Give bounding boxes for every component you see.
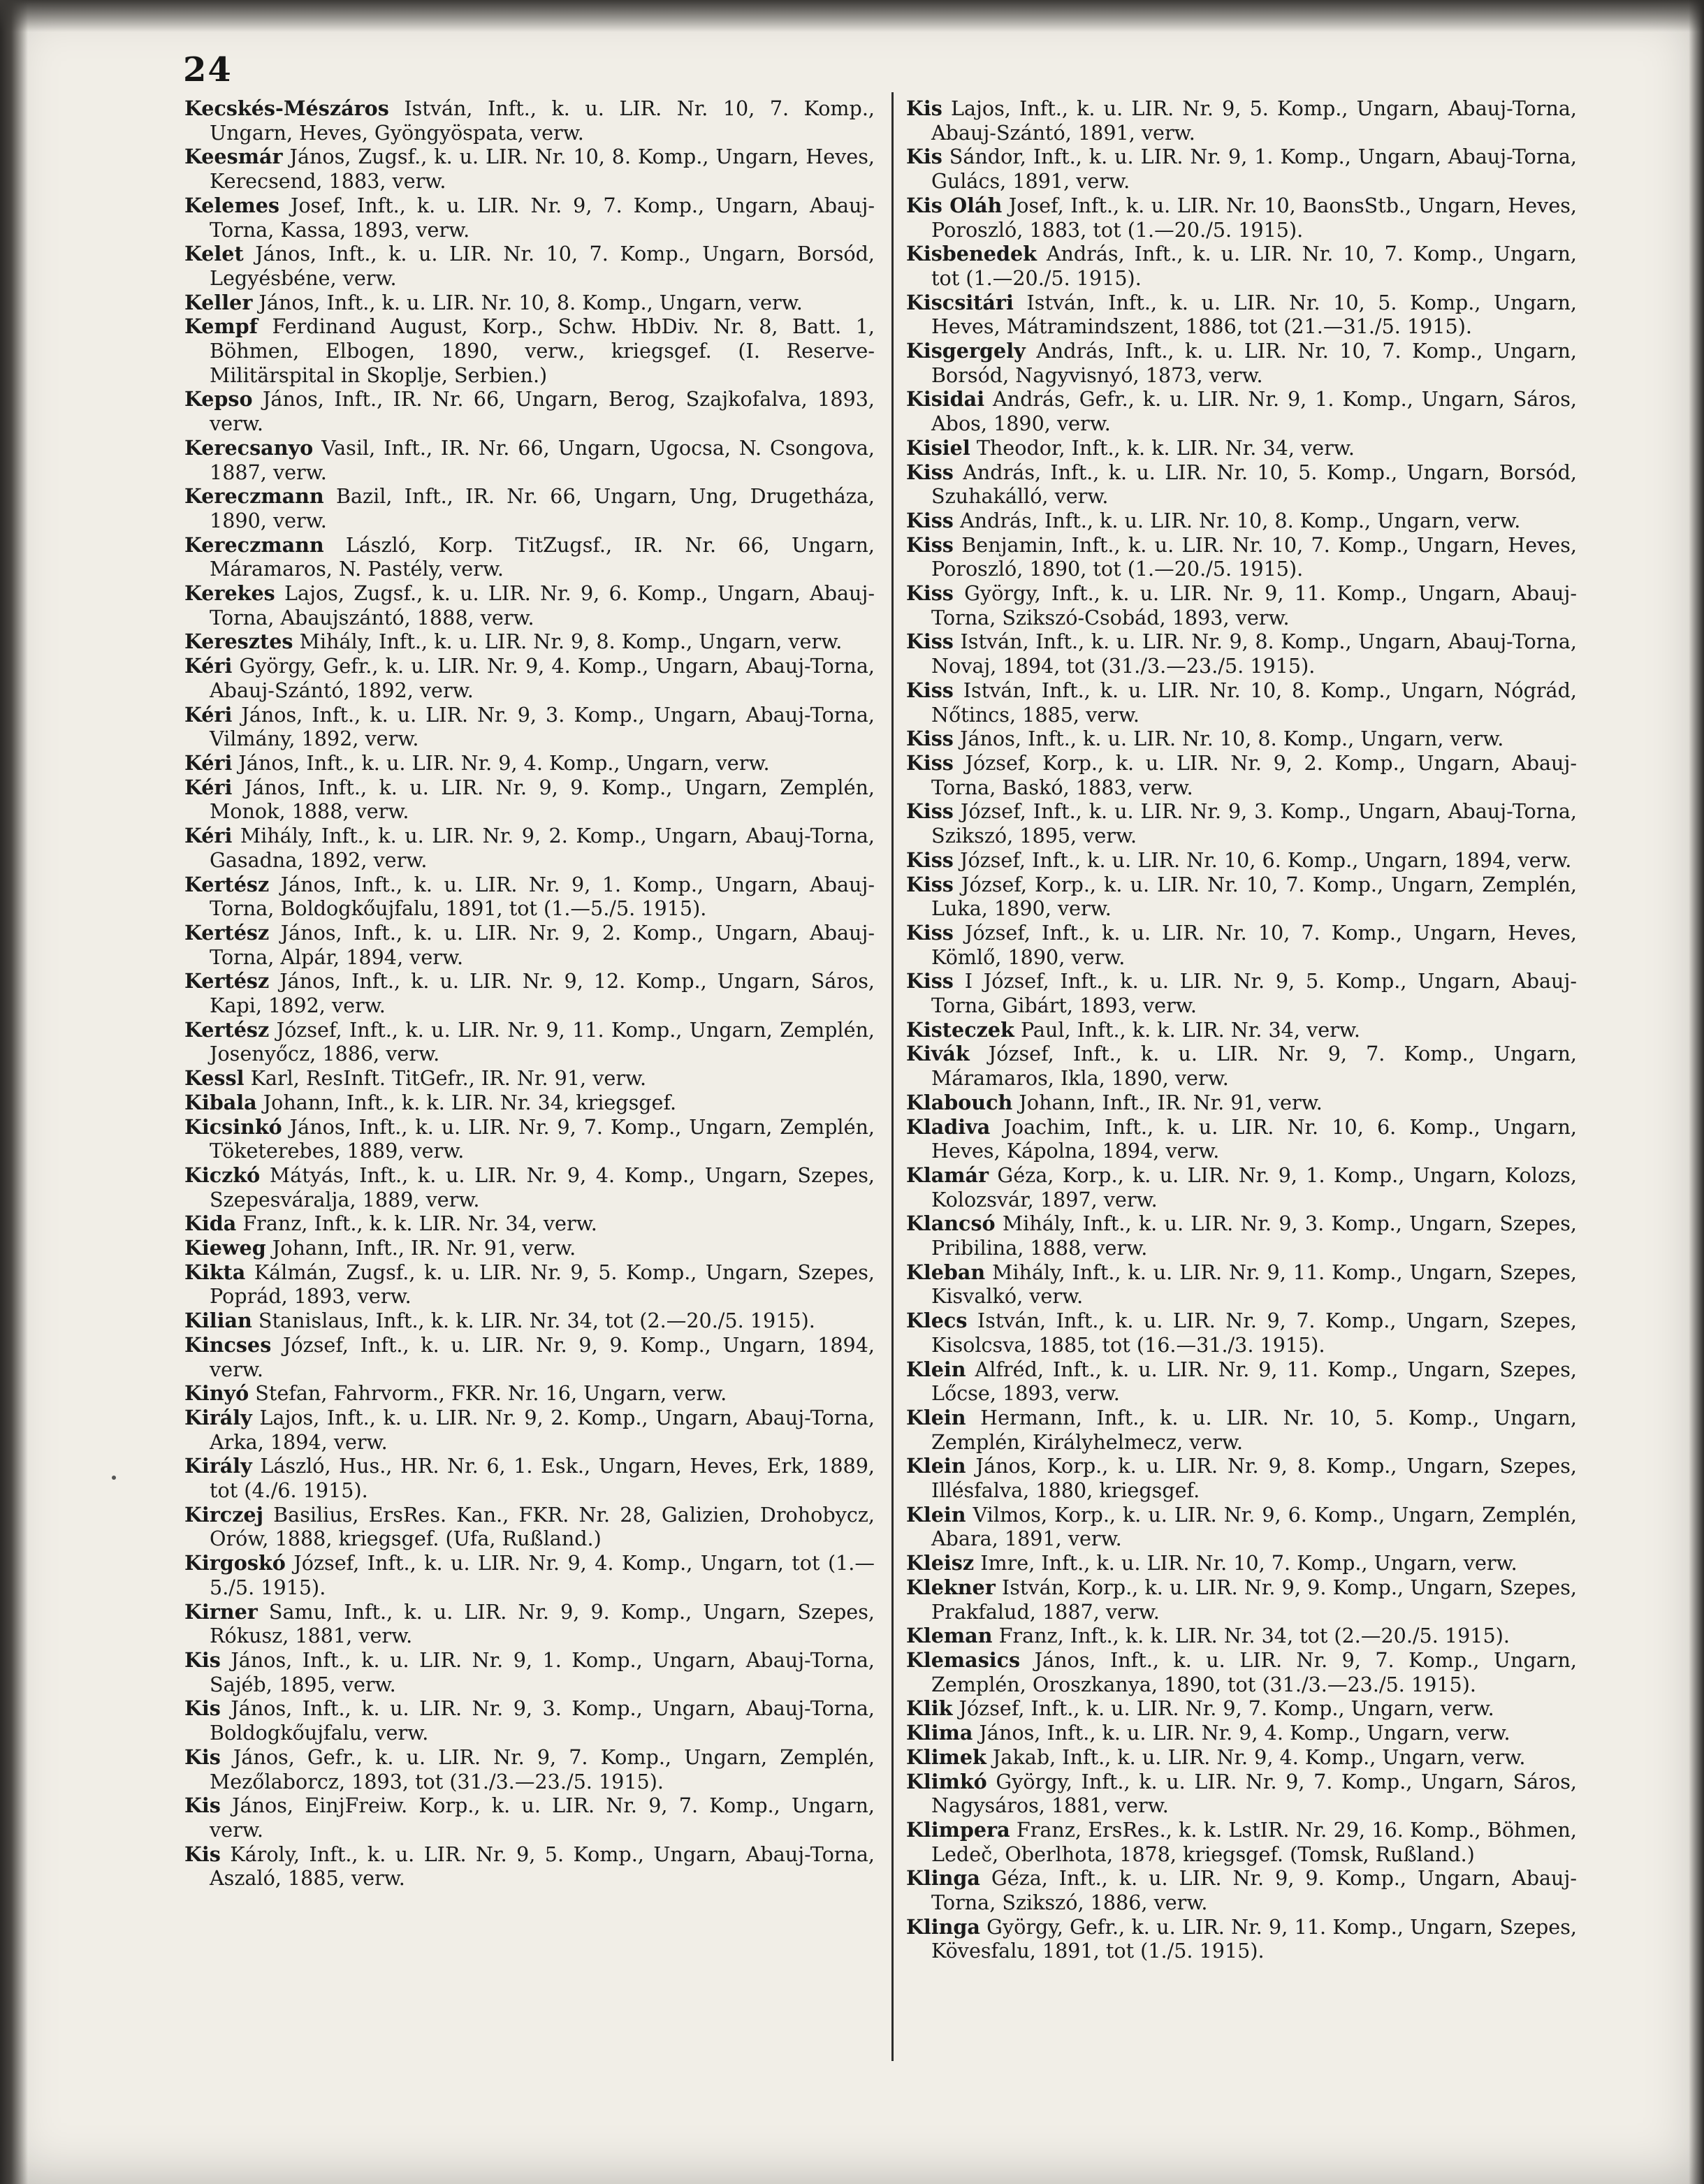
- list-entry: [906, 1770, 1577, 1818]
- list-entry: [184, 291, 875, 315]
- entry-details: János, Inft., k. u. LIR. Nr. 10, 7. Komp., Ungarn, Borsód, Legyésbéne, verw.: [210, 242, 875, 290]
- entry-details: János, Inft., k. u. LIR. Nr. 9, 9. Komp., Ungarn, Zemplén, Monok, 1888, verw.: [210, 775, 875, 824]
- entry-details: Mihály, Inft., k. u. LIR. Nr. 9, 2. Komp., Ungarn, Abauj-Torna, Gasadna, 1892, verw.: [210, 824, 875, 872]
- list-entry: [906, 1454, 1577, 1502]
- list-entry: [184, 1696, 875, 1745]
- entry-surname: Kecskés-Mészáros: [184, 96, 389, 120]
- entry-surname: Keller: [184, 290, 253, 314]
- list-entry: [184, 1745, 875, 1793]
- list-entry: [906, 1866, 1577, 1914]
- list-entry: [184, 1551, 875, 1599]
- entry-surname: Klein: [906, 1357, 966, 1381]
- entry-details: József, Inft., k. u. LIR. Nr. 9, 4. Komp., Ungarn, tot (1.—5./5. 1915).: [210, 1551, 875, 1599]
- entry-surname: Kempf: [184, 314, 258, 339]
- entry-surname: Kisidai: [906, 387, 985, 412]
- entry-details: András, Inft., k. u. LIR. Nr. 10, 7. Komp., Ungarn, Borsód, Nagyvisnyó, 1873, verw.: [931, 339, 1577, 387]
- entry-details: Johann, Inft., IR. Nr. 91, verw.: [1012, 1090, 1323, 1114]
- list-entry: [184, 824, 875, 872]
- entry-details: István, Inft., k. u. LIR. Nr. 10, 8. Komp., Ungarn, Nógrád, Nőtincs, 1885, verw.: [931, 678, 1577, 727]
- entry-details: Josef, Inft., k. u. LIR. Nr. 10, BaonsStb., Ungarn, Heves, Poroszló, 1883, tot (1.—20./5. 1915).: [931, 193, 1577, 242]
- entry-details: András, Inft., k. u. LIR. Nr. 10, 5. Komp., Ungarn, Borsód, Szuhakálló, verw.: [931, 460, 1577, 509]
- entry-surname: Kéri: [184, 824, 233, 848]
- entry-surname: Kisbenedek: [906, 242, 1037, 266]
- entry-details: Mihály, Inft., k. u. LIR. Nr. 9, 11. Komp., Ungarn, Szepes, Kisvalkó, verw.: [931, 1260, 1577, 1309]
- entry-surname: Kelet: [184, 242, 244, 266]
- list-entry: [184, 194, 875, 242]
- entry-surname: Kis: [184, 1745, 221, 1769]
- entry-details: András, Gefr., k. u. LIR. Nr. 9, 1. Komp., Ungarn, Sáros, Abos, 1890, verw.: [931, 387, 1577, 436]
- entry-surname: Klabouch: [906, 1090, 1013, 1114]
- entry-details: Franz, Inft., k. k. LIR. Nr. 34, tot (2.—20./5. 1915).: [992, 1624, 1510, 1648]
- entry-details: József, Inft., k. u. LIR. Nr. 9, 11. Komp., Ungarn, Zemplén, Josenyőcz, 1886, verw.: [210, 1017, 875, 1066]
- entry-surname: Klimkó: [906, 1769, 987, 1793]
- entry-details: István, Inft., k. u. LIR. Nr. 10, 7. Komp., Ungarn, Heves, Gyöngyöspata, verw.: [210, 96, 875, 145]
- entry-details: György, Gefr., k. u. LIR. Nr. 9, 4. Komp., Ungarn, Abauj-Torna, Abauj-Szántó, 1892, verw.: [210, 654, 875, 702]
- list-entry: [184, 436, 875, 484]
- list-entry: [184, 96, 875, 145]
- list-entry: [906, 969, 1577, 1017]
- list-entry: [906, 1648, 1577, 1696]
- entry-details: István, Korp., k. u. LIR. Nr. 9, 9. Komp., Ungarn, Szepes, Prakfalud, 1887, verw.: [931, 1575, 1577, 1624]
- list-entry: [906, 629, 1577, 678]
- entry-surname: Klein: [906, 1502, 966, 1527]
- entry-details: Stefan, Fahrvorm., FKR. Nr. 16, Ungarn, verw.: [249, 1381, 727, 1406]
- entry-surname: Kirner: [184, 1599, 258, 1624]
- list-entry: [184, 873, 875, 921]
- entry-details: István, Inft., k. u. LIR. Nr. 9, 7. Komp., Ungarn, Szepes, Kisolcsva, 1885, tot (16.—31./3. 1915).: [931, 1309, 1577, 1357]
- entry-surname: Kiss: [906, 460, 954, 484]
- list-entry: [906, 1503, 1577, 1551]
- entry-surname: Kisgergely: [906, 339, 1026, 363]
- entry-surname: Kieweg: [184, 1236, 266, 1260]
- entry-surname: Kisiel: [906, 435, 970, 460]
- entry-surname: Kiss: [906, 629, 954, 654]
- entry-surname: Kis: [184, 1648, 221, 1672]
- entry-surname: Klinga: [906, 1866, 980, 1891]
- page-edge-shadow-top: [0, 0, 1704, 32]
- entry-details: Alfréd, Inft., k. u. LIR. Nr. 9, 11. Komp., Ungarn, Szepes, Lőcse, 1893, verw.: [931, 1357, 1577, 1406]
- entry-surname: Kertész: [184, 920, 270, 945]
- entry-details: Mihály, Inft., k. u. LIR. Nr. 9, 3. Komp., Ungarn, Szepes, Pribilina, 1888, verw.: [931, 1211, 1577, 1260]
- list-entry: [184, 1236, 875, 1260]
- list-entry: [184, 387, 875, 435]
- entry-surname: Kiss: [906, 581, 954, 606]
- list-entry: [906, 1309, 1577, 1357]
- column-divider: [891, 92, 894, 2061]
- list-entry: [906, 873, 1577, 921]
- entry-details: Vilmos, Korp., k. u. LIR. Nr. 9, 6. Komp., Ungarn, Zemplén, Abara, 1891, verw.: [931, 1502, 1577, 1551]
- list-entry: [184, 1163, 875, 1211]
- list-entry: [906, 145, 1577, 193]
- entry-surname: Kibala: [184, 1090, 257, 1114]
- entry-surname: Klemasics: [906, 1648, 1021, 1672]
- entry-details: Ferdinand August, Korp., Schw. HbDiv. Nr. 8, Batt. 1, Böhmen, Elbogen, 1890, verw., kriegsgef. (I. Reserve-Militärspital in Skoplje, Serbien.): [210, 314, 875, 387]
- entry-details: János, Inft., k. u. LIR. Nr. 9, 1. Komp., Ungarn, Abauj-Torna, Boldogkőujfalu, 1891, tot (1.—5./5. 1915).: [210, 872, 875, 921]
- entry-details: Paul, Inft., k. k. LIR. Nr. 34, verw.: [1014, 1017, 1360, 1042]
- entry-surname: Kleban: [906, 1260, 986, 1284]
- list-entry: [906, 727, 1577, 751]
- entry-details: György, Inft., k. u. LIR. Nr. 9, 11. Komp., Ungarn, Abauj-Torna, Szikszó-Csobád, 1893, verw.: [931, 581, 1577, 629]
- page-edge-shadow-right: [1689, 0, 1704, 2184]
- entry-surname: Kereczmann: [184, 532, 324, 557]
- entry-details: József, Inft., k. u. LIR. Nr. 9, 7. Komp., Ungarn, Máramaros, Ikla, 1890, verw.: [931, 1042, 1577, 1091]
- entry-details: Géza, Korp., k. u. LIR. Nr. 9, 1. Komp., Ungarn, Kolozs, Kolozsvár, 1897, verw.: [931, 1163, 1577, 1211]
- entry-surname: Kivák: [906, 1042, 970, 1066]
- entry-details: Kálmán, Zugsf., k. u. LIR. Nr. 9, 5. Komp., Ungarn, Szepes, Poprád, 1893, verw.: [210, 1260, 875, 1309]
- list-entry: [906, 1115, 1577, 1163]
- entry-surname: Kincses: [184, 1332, 272, 1357]
- entry-details: János, Inft., k. u. LIR. Nr. 9, 2. Komp., Ungarn, Abauj-Torna, Alpár, 1894, verw.: [210, 920, 875, 969]
- list-entry: [184, 654, 875, 702]
- list-entry: [184, 1381, 875, 1406]
- left-column: [184, 96, 875, 1891]
- entry-details: Imre, Inft., k. u. LIR. Nr. 10, 7. Komp., Ungarn, verw.: [974, 1551, 1517, 1575]
- list-entry: [906, 1624, 1577, 1648]
- entry-details: József, Korp., k. u. LIR. Nr. 10, 7. Komp., Ungarn, Zemplén, Luka, 1890, verw.: [931, 872, 1577, 921]
- entry-details: Lajos, Inft., k. u. LIR. Nr. 9, 2. Komp., Ungarn, Abauj-Torna, Arka, 1894, verw.: [210, 1405, 875, 1454]
- entry-details: András, Inft., k. u. LIR. Nr. 10, 8. Komp., Ungarn, verw.: [953, 508, 1521, 532]
- entry-details: János, Inft., k. u. LIR. Nr. 9, 7. Komp., Ungarn, Zemplén, Oroszkanya, 1890, tot (31./3.—23./5. 1915).: [931, 1648, 1577, 1696]
- list-entry: [906, 799, 1577, 847]
- list-entry: [906, 1406, 1577, 1454]
- entry-details: Basilius, ErsRes. Kan., FKR. Nr. 28, Galizien, Drohobycz, Orów, 1888, kriegsgef. (Ufa, Rußland.): [210, 1502, 875, 1551]
- list-entry: [906, 242, 1577, 290]
- entry-surname: Klimek: [906, 1745, 986, 1769]
- entry-surname: Kéri: [184, 775, 233, 799]
- entry-details: János, Korp., k. u. LIR. Nr. 9, 8. Komp., Ungarn, Szepes, Illésfalva, 1880, kriegsgef.: [931, 1454, 1577, 1503]
- entry-details: András, Inft., k. u. LIR. Nr. 10, 7. Komp., Ungarn, tot (1.—20./5. 1915).: [931, 242, 1577, 290]
- entry-surname: Kiss: [906, 532, 954, 557]
- list-entry: [906, 533, 1577, 581]
- entry-surname: Kirczej: [184, 1502, 263, 1527]
- entry-surname: Kereczmann: [184, 484, 324, 509]
- entry-surname: Kiss: [906, 508, 954, 532]
- list-entry: [906, 387, 1577, 435]
- entry-details: Mátyás, Inft., k. u. LIR. Nr. 9, 4. Komp., Ungarn, Szepes, Szepesváralja, 1889, verw.: [210, 1163, 875, 1211]
- list-entry: [184, 484, 875, 532]
- list-entry: [906, 1042, 1577, 1090]
- entry-surname: Kis: [906, 96, 942, 120]
- entry-surname: Kiss: [906, 969, 954, 993]
- entry-details: Karl, ResInft. TitGefr., IR. Nr. 91, verw.: [244, 1066, 647, 1091]
- list-entry: [906, 1915, 1577, 1963]
- entry-details: Stanislaus, Inft., k. k. LIR. Nr. 34, tot (2.—20./5. 1915).: [252, 1309, 815, 1333]
- entry-surname: Király: [184, 1405, 252, 1429]
- entry-details: János, Inft., k. u. LIR. Nr. 9, 4. Komp., Ungarn, verw.: [232, 750, 770, 775]
- entry-details: János, Inft., k. u. LIR. Nr. 9, 3. Komp., Ungarn, Abauj-Torna, Boldogkőujfalu, verw.: [210, 1696, 875, 1745]
- entry-surname: Klik: [906, 1696, 953, 1721]
- list-entry: [184, 145, 875, 193]
- list-entry: [906, 751, 1577, 799]
- entry-details: Bazil, Inft., IR. Nr. 66, Ungarn, Ung, Drugetháza, 1890, verw.: [210, 484, 875, 532]
- entry-details: János, EinjFreiw. Korp., k. u. LIR. Nr. 9, 7. Komp., Ungarn, verw.: [210, 1793, 875, 1842]
- entry-surname: Kiss: [906, 847, 954, 872]
- entry-details: I József, Inft., k. u. LIR. Nr. 9, 5. Komp., Ungarn, Abauj-Torna, Gibárt, 1893, verw.: [931, 969, 1577, 1018]
- list-entry: [184, 1600, 875, 1648]
- entry-details: Vasil, Inft., IR. Nr. 66, Ungarn, Ugocsa, N. Csongova, 1887, verw.: [210, 435, 875, 484]
- entry-surname: Kicsinkó: [184, 1114, 282, 1139]
- entry-surname: Kiczkó: [184, 1163, 261, 1187]
- entry-surname: Kirgoskó: [184, 1551, 286, 1575]
- entry-surname: Klekner: [906, 1575, 996, 1599]
- list-entry: [906, 581, 1577, 629]
- entry-details: János, Gefr., k. u. LIR. Nr. 9, 7. Komp., Ungarn, Zemplén, Mezőlaborcz, 1893, tot (31./3.—23./5. 1915).: [210, 1745, 875, 1793]
- entry-surname: Kinyó: [184, 1381, 249, 1406]
- list-entry: [184, 1503, 875, 1551]
- entry-details: Lajos, Inft., k. u. LIR. Nr. 9, 5. Komp., Ungarn, Abauj-Torna, Abauj-Szántó, 1891, verw.: [931, 96, 1577, 145]
- list-entry: [184, 1793, 875, 1842]
- entry-surname: Keesmár: [184, 145, 283, 169]
- entry-details: József, Inft., k. u. LIR. Nr. 9, 7. Komp., Ungarn, verw.: [952, 1696, 1494, 1721]
- entry-surname: Kis: [184, 1793, 221, 1818]
- ink-speck: [112, 1476, 116, 1480]
- list-entry: [906, 460, 1577, 509]
- entry-surname: Kladiva: [906, 1114, 991, 1139]
- entry-details: József, Inft., k. u. LIR. Nr. 9, 3. Komp., Ungarn, Abauj-Torna, Szikszó, 1895, verw.: [931, 799, 1577, 848]
- list-entry: [906, 509, 1577, 533]
- list-entry: [906, 1357, 1577, 1406]
- list-entry: [184, 1211, 875, 1236]
- entry-details: Josef, Inft., k. u. LIR. Nr. 9, 7. Komp., Ungarn, Abauj-Torna, Kassa, 1893, verw.: [210, 193, 875, 242]
- list-entry: [906, 1575, 1577, 1624]
- entry-details: Johann, Inft., IR. Nr. 91, verw.: [265, 1236, 576, 1260]
- list-entry: [906, 1091, 1577, 1115]
- entry-details: Franz, Inft., k. k. LIR. Nr. 34, verw.: [236, 1211, 597, 1236]
- list-entry: [906, 848, 1577, 873]
- entry-details: József, Inft., k. u. LIR. Nr. 10, 7. Komp., Ungarn, Heves, Kömlő, 1890, verw.: [931, 920, 1577, 969]
- entry-surname: Klamár: [906, 1163, 989, 1187]
- entry-details: László, Hus., HR. Nr. 6, 1. Esk., Ungarn, Heves, Erk, 1889, tot (4./6. 1915).: [210, 1454, 875, 1503]
- entry-surname: Kiss: [906, 799, 954, 824]
- list-entry: [906, 1551, 1577, 1575]
- entry-details: János, Inft., k. u. LIR. Nr. 9, 3. Komp., Ungarn, Abauj-Torna, Vilmány, 1892, verw.: [210, 702, 875, 751]
- entry-details: István, Inft., k. u. LIR. Nr. 10, 5. Komp., Ungarn, Heves, Mátramindszent, 1886, tot (21.—31./5. 1915).: [931, 290, 1577, 339]
- list-entry: [184, 533, 875, 581]
- entry-details: Samu, Inft., k. u. LIR. Nr. 9, 9. Komp., Ungarn, Szepes, Rókusz, 1881, verw.: [210, 1599, 875, 1648]
- list-entry: [184, 751, 875, 776]
- entry-surname: Kelemes: [184, 193, 280, 217]
- entry-surname: Kessl: [184, 1066, 245, 1091]
- entry-surname: Kéri: [184, 702, 233, 727]
- list-entry: [906, 1696, 1577, 1721]
- entry-surname: Kiscsitári: [906, 290, 1014, 314]
- entry-surname: Király: [184, 1454, 252, 1478]
- page-edge-shadow-left: [0, 0, 28, 2184]
- list-entry: [906, 1745, 1577, 1770]
- entry-surname: Kisteczek: [906, 1017, 1014, 1042]
- entry-surname: Kida: [184, 1211, 237, 1236]
- entry-surname: Kéri: [184, 750, 233, 775]
- entry-surname: Kerecsanyo: [184, 435, 314, 460]
- list-entry: [184, 629, 875, 654]
- list-entry: [906, 1163, 1577, 1211]
- entry-surname: Klancsó: [906, 1211, 996, 1236]
- entry-surname: Keresztes: [184, 629, 293, 654]
- entry-surname: Kilian: [184, 1309, 252, 1333]
- entry-surname: Kiss: [906, 727, 954, 751]
- right-column: [906, 96, 1577, 1963]
- entry-surname: Kepso: [184, 387, 253, 412]
- list-entry: [906, 436, 1577, 460]
- list-entry: [906, 678, 1577, 727]
- list-entry: [906, 291, 1577, 339]
- list-entry: [906, 1018, 1577, 1042]
- entry-details: György, Inft., k. u. LIR. Nr. 9, 7. Komp., Ungarn, Sáros, Nagysáros, 1881, verw.: [931, 1769, 1577, 1818]
- entry-surname: Klein: [906, 1405, 966, 1429]
- list-entry: [184, 1309, 875, 1333]
- entry-details: György, Gefr., k. u. LIR. Nr. 9, 11. Komp., Ungarn, Szepes, Kövesfalu, 1891, tot (1./5. 1915).: [931, 1914, 1577, 1963]
- entry-details: Theodor, Inft., k. k. LIR. Nr. 34, verw.: [970, 435, 1355, 460]
- list-entry: [184, 1018, 875, 1066]
- entry-surname: Kiss: [906, 920, 954, 945]
- entry-surname: Kiss: [906, 678, 954, 702]
- entry-surname: Klein: [906, 1454, 966, 1478]
- entry-surname: Kleman: [906, 1624, 993, 1648]
- list-entry: [184, 314, 875, 387]
- list-entry: [184, 1260, 875, 1309]
- list-entry: [184, 1406, 875, 1454]
- entry-details: József, Korp., k. u. LIR. Nr. 9, 2. Komp., Ungarn, Abauj-Torna, Baskó, 1883, verw.: [931, 750, 1577, 799]
- list-entry: [906, 1211, 1577, 1260]
- list-entry: [184, 581, 875, 629]
- entry-surname: Kis: [906, 145, 942, 169]
- entry-surname: Kiss: [906, 750, 954, 775]
- list-entry: [906, 339, 1577, 387]
- entry-surname: Kis: [184, 1696, 221, 1721]
- entry-surname: Klecs: [906, 1309, 968, 1333]
- entry-surname: Kerekes: [184, 581, 275, 606]
- entry-surname: Klimpera: [906, 1817, 1010, 1842]
- entry-details: József, Inft., k. u. LIR. Nr. 9, 9. Komp., Ungarn, 1894, verw.: [210, 1332, 875, 1381]
- list-entry: [184, 1648, 875, 1696]
- entry-details: János, Inft., k. u. LIR. Nr. 9, 1. Komp., Ungarn, Abauj-Torna, Sajéb, 1895, verw.: [210, 1648, 875, 1696]
- entry-surname: Kéri: [184, 654, 233, 678]
- entry-surname: Kertész: [184, 969, 270, 993]
- entry-details: János, Inft., k. u. LIR. Nr. 10, 8. Komp., Ungarn, verw.: [252, 290, 803, 314]
- entry-surname: Kleisz: [906, 1551, 975, 1575]
- entry-surname: Kertész: [184, 1017, 270, 1042]
- entry-details: Hermann, Inft., k. u. LIR. Nr. 10, 5. Komp., Ungarn, Zemplén, Királyhelmecz, verw.: [931, 1405, 1577, 1454]
- list-entry: [184, 1091, 875, 1115]
- entry-surname: Kis: [184, 1842, 221, 1866]
- entry-details: Benjamin, Inft., k. u. LIR. Nr. 10, 7. Komp., Ungarn, Heves, Poroszló, 1890, tot (1.—20./5. 1915).: [931, 532, 1577, 581]
- entry-surname: Kis Oláh: [906, 193, 1003, 217]
- entry-details: Jakab, Inft., k. u. LIR. Nr. 9, 4. Komp., Ungarn, verw.: [986, 1745, 1526, 1769]
- list-entry: [184, 969, 875, 1017]
- entry-surname: Klinga: [906, 1914, 980, 1939]
- entry-details: Géza, Inft., k. u. LIR. Nr. 9, 9. Komp., Ungarn, Abauj-Torna, Szikszó, 1886, verw.: [931, 1866, 1577, 1915]
- entry-details: Franz, ErsRes., k. k. LstIR. Nr. 29, 16. Komp., Böhmen, Ledeč, Oberlhota, 1878, kriegsgef. (Tomsk, Rußland.): [931, 1817, 1577, 1866]
- entry-details: János, Inft., k. u. LIR. Nr. 9, 12. Komp., Ungarn, Sáros, Kapi, 1892, verw.: [210, 969, 875, 1018]
- list-entry: [184, 776, 875, 824]
- list-entry: [184, 1066, 875, 1091]
- list-entry: [906, 1818, 1577, 1866]
- entry-details: János, Zugsf., k. u. LIR. Nr. 10, 8. Komp., Ungarn, Heves, Kerecsend, 1883, verw.: [210, 145, 875, 194]
- entry-surname: Kiss: [906, 872, 954, 896]
- entry-details: Mihály, Inft., k. u. LIR. Nr. 9, 8. Komp., Ungarn, verw.: [293, 629, 843, 654]
- entry-details: János, Inft., k. u. LIR. Nr. 10, 8. Komp., Ungarn, verw.: [953, 727, 1504, 751]
- list-entry: [184, 1842, 875, 1891]
- list-entry: [184, 921, 875, 969]
- entry-details: János, Inft., IR. Nr. 66, Ungarn, Berog, Szajkofalva, 1893, verw.: [210, 387, 875, 436]
- list-entry: [906, 1721, 1577, 1745]
- entry-details: József, Inft., k. u. LIR. Nr. 10, 6. Komp., Ungarn, 1894, verw.: [953, 847, 1572, 872]
- entry-details: Károly, Inft., k. u. LIR. Nr. 9, 5. Komp., Ungarn, Abauj-Torna, Aszaló, 1885, verw.: [210, 1842, 875, 1891]
- entry-details: István, Inft., k. u. LIR. Nr. 9, 8. Komp., Ungarn, Abauj-Torna, Novaj, 1894, tot (31./3.—23./5. 1915).: [931, 629, 1577, 678]
- list-entry: [184, 1454, 875, 1502]
- list-entry: [906, 194, 1577, 242]
- list-entry: [906, 96, 1577, 145]
- entry-details: Johann, Inft., k. k. LIR. Nr. 34, kriegsgef.: [256, 1090, 677, 1114]
- list-entry: [906, 921, 1577, 969]
- entry-details: János, Inft., k. u. LIR. Nr. 9, 7. Komp., Ungarn, Zemplén, Töketerebes, 1889, verw.: [210, 1114, 875, 1163]
- page-number: 24: [183, 50, 233, 89]
- entry-details: László, Korp. TitZugsf., IR. Nr. 66, Ungarn, Máramaros, N. Pastély, verw.: [210, 532, 875, 581]
- list-entry: [184, 242, 875, 290]
- entry-details: Joachim, Inft., k. u. LIR. Nr. 10, 6. Komp., Ungarn, Heves, Kápolna, 1894, verw.: [931, 1114, 1577, 1163]
- entry-details: János, Inft., k. u. LIR. Nr. 9, 4. Komp., Ungarn, verw.: [973, 1721, 1510, 1745]
- entry-surname: Kertész: [184, 872, 270, 896]
- entry-details: Lajos, Zugsf., k. u. LIR. Nr. 9, 6. Komp., Ungarn, Abauj-Torna, Abaujszántó, 1888, verw.: [210, 581, 875, 629]
- entry-details: Sándor, Inft., k. u. LIR. Nr. 9, 1. Komp., Ungarn, Abauj-Torna, Gulács, 1891, verw.: [931, 145, 1577, 194]
- entry-surname: Klima: [906, 1721, 973, 1745]
- entry-surname: Kikta: [184, 1260, 246, 1284]
- list-entry: [184, 1115, 875, 1163]
- list-entry: [184, 703, 875, 751]
- list-entry: [906, 1260, 1577, 1309]
- list-entry: [184, 1333, 875, 1381]
